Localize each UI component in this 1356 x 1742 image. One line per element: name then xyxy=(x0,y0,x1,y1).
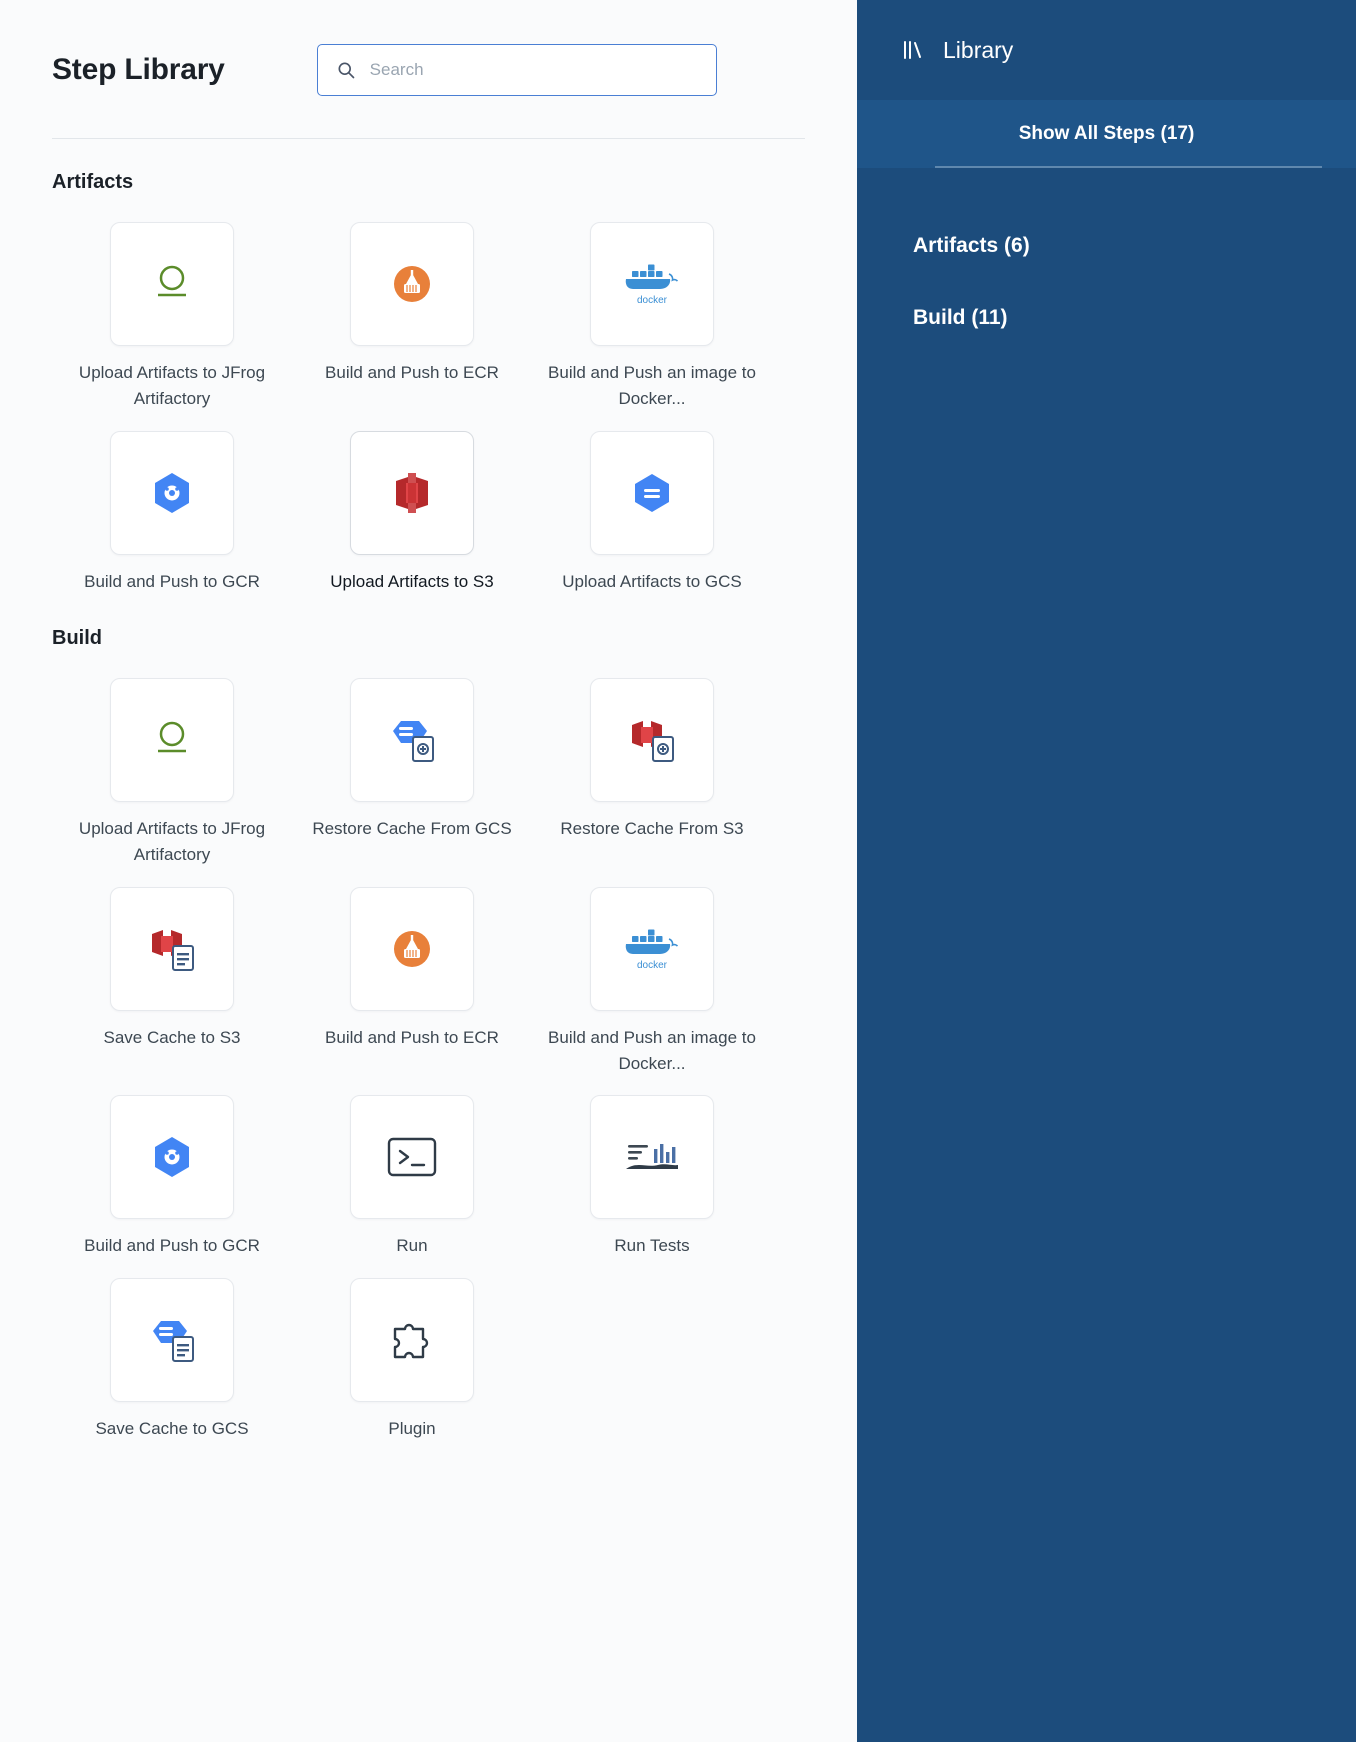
save-cache-gcs-icon xyxy=(143,1313,201,1367)
gcr-icon xyxy=(146,1131,198,1183)
step-label: Upload Artifacts to GCS xyxy=(562,571,742,591)
page-title: Step Library xyxy=(52,53,225,86)
step-tile xyxy=(110,222,234,346)
step-grid-artifacts xyxy=(52,204,805,595)
section-title-build: Build xyxy=(52,627,102,650)
step-card[interactable] xyxy=(532,222,772,413)
step-tile xyxy=(110,1095,234,1219)
library-header xyxy=(52,0,805,96)
step-card[interactable] xyxy=(292,431,532,595)
step-label: Upload Artifacts to JFrog Artifactory xyxy=(78,819,266,865)
step-tile xyxy=(350,431,474,555)
step-label: Run xyxy=(396,1236,428,1256)
plugin-icon xyxy=(385,1313,439,1367)
step-card[interactable] xyxy=(532,431,772,595)
ecr-icon xyxy=(386,258,438,310)
step-label: Build and Push to GCR xyxy=(84,1236,260,1256)
step-card[interactable] xyxy=(52,678,292,869)
run-tests-icon xyxy=(622,1135,682,1179)
step-label: Build and Push to ECR xyxy=(325,1027,499,1047)
step-tile xyxy=(590,1095,714,1219)
docker-icon xyxy=(620,926,684,972)
section-title-artifacts: Artifacts xyxy=(52,171,134,193)
step-label: Upload Artifacts to S3 xyxy=(330,571,494,591)
sidebar-item-build[interactable]: Build (11) xyxy=(913,306,1008,329)
step-label: Restore Cache From GCS xyxy=(312,819,512,839)
restore-cache-s3-icon xyxy=(623,713,681,767)
step-card[interactable] xyxy=(292,222,532,413)
svg-text:docker: docker xyxy=(636,295,668,306)
step-tile xyxy=(110,431,234,555)
jfrog-icon xyxy=(143,255,201,313)
step-tile xyxy=(590,222,714,346)
step-tile xyxy=(350,1095,474,1219)
restore-cache-gcs-icon xyxy=(383,713,441,767)
step-tile xyxy=(350,678,474,802)
step-label: Build and Push an image to Docker... xyxy=(548,363,756,409)
step-card[interactable] xyxy=(292,887,532,1078)
step-card[interactable] xyxy=(532,887,772,1078)
step-card[interactable] xyxy=(292,1278,532,1442)
step-card[interactable] xyxy=(52,887,292,1078)
step-tile xyxy=(590,887,714,1011)
step-label: Build and Push an image to Docker... xyxy=(548,1027,756,1074)
library-sidebar xyxy=(857,0,1356,1742)
search-box[interactable] xyxy=(317,44,717,96)
step-tile xyxy=(590,431,714,555)
save-cache-s3-icon xyxy=(143,922,201,976)
step-tile xyxy=(350,1278,474,1402)
step-tile xyxy=(350,887,474,1011)
svg-text:docker: docker xyxy=(636,959,668,971)
search-icon xyxy=(336,60,356,80)
step-tile xyxy=(350,222,474,346)
step-label: Build and Push to GCR xyxy=(84,571,260,591)
step-label: Restore Cache From S3 xyxy=(560,819,744,839)
step-label: Save Cache to GCS xyxy=(95,1418,249,1438)
step-card[interactable] xyxy=(52,222,292,413)
s3-icon xyxy=(386,467,438,519)
ecr-icon xyxy=(386,923,438,975)
step-label: Save Cache to S3 xyxy=(103,1027,241,1047)
step-card[interactable] xyxy=(292,678,532,869)
jfrog-icon xyxy=(143,711,201,769)
terminal-icon xyxy=(384,1133,440,1181)
gcs-icon xyxy=(626,467,678,519)
step-card[interactable] xyxy=(52,1095,292,1259)
step-grid-build xyxy=(52,660,805,1442)
step-tile xyxy=(110,678,234,802)
sidebar-header xyxy=(857,0,1356,100)
step-card[interactable] xyxy=(532,678,772,869)
step-label: Run Tests xyxy=(614,1236,690,1256)
step-card[interactable] xyxy=(52,1278,292,1442)
search-field-wrapper[interactable] xyxy=(317,44,717,96)
step-label: Upload Artifacts to JFrog Artifactory xyxy=(78,363,266,409)
step-label: Plugin xyxy=(388,1418,436,1438)
library-icon xyxy=(901,38,925,62)
step-tile xyxy=(110,887,234,1011)
step-label: Build and Push to ECR xyxy=(325,363,499,382)
sidebar-title: Library xyxy=(943,36,1014,63)
category-list xyxy=(857,168,1356,354)
step-card[interactable] xyxy=(52,431,292,595)
show-all-steps-button[interactable]: Show All Steps (17) xyxy=(857,100,1356,168)
search-input[interactable] xyxy=(368,59,668,81)
header-divider xyxy=(52,138,805,139)
step-tile xyxy=(110,1278,234,1402)
docker-icon xyxy=(620,261,684,307)
gcr-icon xyxy=(146,467,198,519)
step-tile xyxy=(590,678,714,802)
step-card[interactable] xyxy=(292,1095,532,1259)
step-card[interactable] xyxy=(532,1095,772,1259)
sidebar-item-artifacts[interactable]: Artifacts (6) xyxy=(913,234,1030,257)
